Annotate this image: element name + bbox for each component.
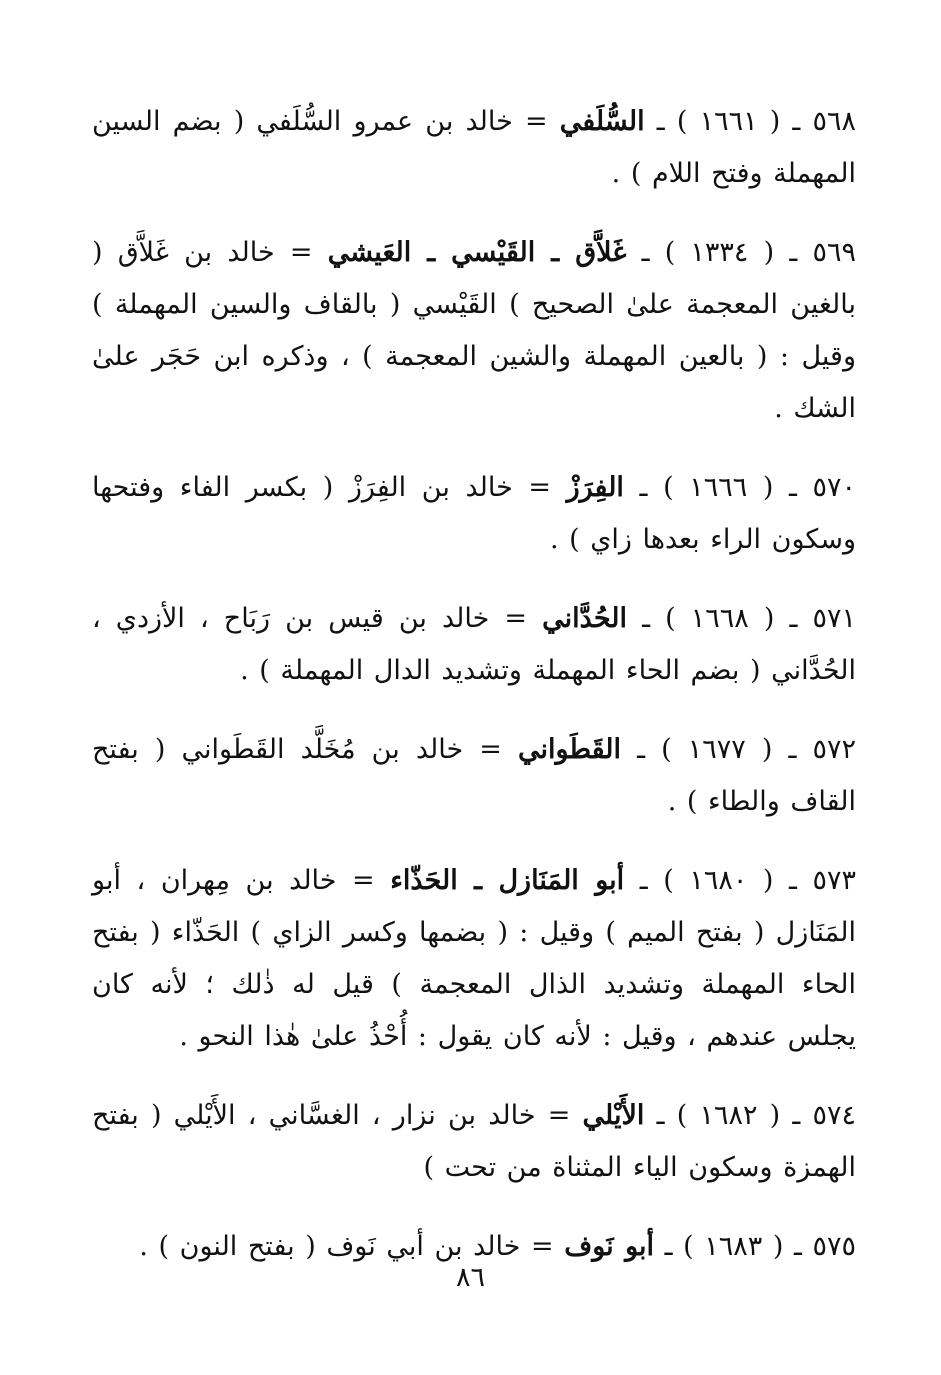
entry-body: = خالد بن مِهران ، أبو المَنَازل ( بفتح الميم ) وقيل : ( بضمها وكسر الزاي ) الحَذّاء ( بفتح الحاء المهملة وتشديد الذال المعجمة ) قيل له ذٰلك ؛ لأنه كان يجلس عندهم ، وقيل : لأنه كان يقول : أُحْذُ علىٰ هٰذا النحو . [92, 865, 856, 1052]
entry-ref: ( ١٦٦٦ ) [663, 472, 774, 503]
entry-number: ٥٧٣ [812, 865, 856, 896]
entry-570: ٥٧٠ ـ ( ١٦٦٦ ) ـ الفِرَزْ = خالد بن الفِرَزْ ( بكسر الفاء وفتحها وسكون الراء بعدها زاي ) . [92, 472, 856, 555]
entry-heading: أبو المَنَازل ـ الحَذّاء [390, 865, 625, 896]
entry-body: = خالد بن مُخَلَّد القَطَواني ( بفتح القاف والطاء ) . [92, 734, 856, 817]
entry-body: = خالد بن غَلاَّق ( بالغين المعجمة علىٰ الصحيح ) القَيْسي ( بالقاف والسين المهملة ) وقيل : ( بالعين المهملة والشين المعجمة ) ، وذكره ابن حَجَر علىٰ الشك . [92, 237, 856, 424]
entry-568: ٥٦٨ ـ ( ١٦٦١ ) ـ السُّلَفي = خالد بن عمرو السُّلَفي ( بضم السين المهملة وفتح اللام ) . [92, 106, 856, 189]
entry-heading: الحُدَّاني [542, 603, 627, 634]
entry-heading: السُّلَفي [559, 106, 645, 137]
entry-569: ٥٦٩ ـ ( ١٣٣٤ ) ـ غَلاَّق ـ القَيْسي ـ العَيشي = خالد بن غَلاَّق ( بالغين المعجمة علىٰ الصحيح ) القَيْسي ( بالقاف والسين المهملة ) وقيل : ( بالعين المهملة والشين المعجمة ) ، وذكره ابن حَجَر علىٰ الشك . [92, 237, 856, 424]
entry-ref: ( ١٦٨٣ ) [683, 1231, 784, 1262]
entry-heading: الفِرَزْ [566, 472, 624, 503]
entry-body: = خالد بن الفِرَزْ ( بكسر الفاء وفتحها وسكون الراء بعدها زاي ) . [92, 472, 856, 555]
entry-number: ٥٧١ [812, 603, 857, 634]
entry-ref: ( ١٦٨٠ ) [663, 865, 774, 896]
entries-list [92, 96, 856, 1285]
entry-572: ٥٧٢ ـ ( ١٦٧٧ ) ـ القَطَواني = خالد بن مُخَلَّد القَطَواني ( بفتح القاف والطاء ) . [92, 734, 857, 817]
entry-571: ٥٧١ ـ ( ١٦٦٨ ) ـ الحُدَّاني = خالد بن قيس بن رَبَاح ، الأزدي ، الحُدَّاني ( بضم الحاء المهملة وتشديد الدال المهملة ) . [92, 603, 857, 686]
entry-number: ٥٧٥ [812, 1231, 856, 1262]
entry-heading: غَلاَّق ـ القَيْسي ـ العَيشي [327, 237, 627, 268]
entry-body: = خالد بن قيس بن رَبَاح ، الأزدي ، الحُدَّاني ( بضم الحاء المهملة وتشديد الدال المهملة ) . [92, 603, 856, 686]
entry-number: ٥٦٩ [812, 237, 856, 268]
entry-heading: الأَيْلي [582, 1100, 645, 1131]
page-number: ٨٦ [455, 1262, 485, 1293]
entry-ref: ( ١٣٣٤ ) [664, 237, 775, 268]
entry-ref: ( ١٦٧٧ ) [661, 734, 773, 765]
entry-ref: ( ١٦٦١ ) [676, 106, 781, 137]
entry-number: ٥٦٨ [812, 106, 856, 137]
entry-body: = خالد بن عمرو السُّلَفي ( بضم السين المهملة وفتح اللام ) . [92, 106, 856, 189]
entry-heading: أبو نَوف [564, 1231, 655, 1262]
entry-number: ٥٧٢ [812, 734, 857, 765]
entry-573: ٥٧٣ ـ ( ١٦٨٠ ) ـ أبو المَنَازل ـ الحَذّاء = خالد بن مِهران ، أبو المَنَازل ( بفتح الميم ) وقيل : ( بضمها وكسر الزاي ) الحَذّاء ( بفتح الحاء المهملة وتشديد الذال المعجمة ) قيل له ذٰلك ؛ لأنه كان يجلس عندهم ، وقيل : لأنه كان يقول : أُحْذُ علىٰ هٰذا النحو . [92, 865, 856, 1052]
entry-ref: ( ١٦٨٢ ) [676, 1100, 781, 1131]
entry-heading: القَطَواني [517, 734, 621, 765]
entry-number: ٥٧٤ [812, 1100, 856, 1131]
entry-574: ٥٧٤ ـ ( ١٦٨٢ ) ـ الأَيْلي = خالد بن نزار ، الغسَّاني ، الأَيْلي ( بفتح الهمزة وسكون الياء المثناة من تحت ) [92, 1100, 856, 1183]
entry-575: ٥٧٥ ـ ( ١٦٨٣ ) ـ أبو نَوف = خالد بن أبي نَوف ( بفتح النون ) . [139, 1231, 856, 1262]
entry-body: = خالد بن أبي نَوف ( بفتح النون ) . [139, 1231, 554, 1262]
entry-ref: ( ١٦٦٨ ) [665, 603, 775, 634]
entry-body: = خالد بن نزار ، الغسَّاني ، الأَيْلي ( بفتح الهمزة وسكون الياء المثناة من تحت ) [92, 1100, 856, 1183]
entry-number: ٥٧٠ [812, 472, 856, 503]
